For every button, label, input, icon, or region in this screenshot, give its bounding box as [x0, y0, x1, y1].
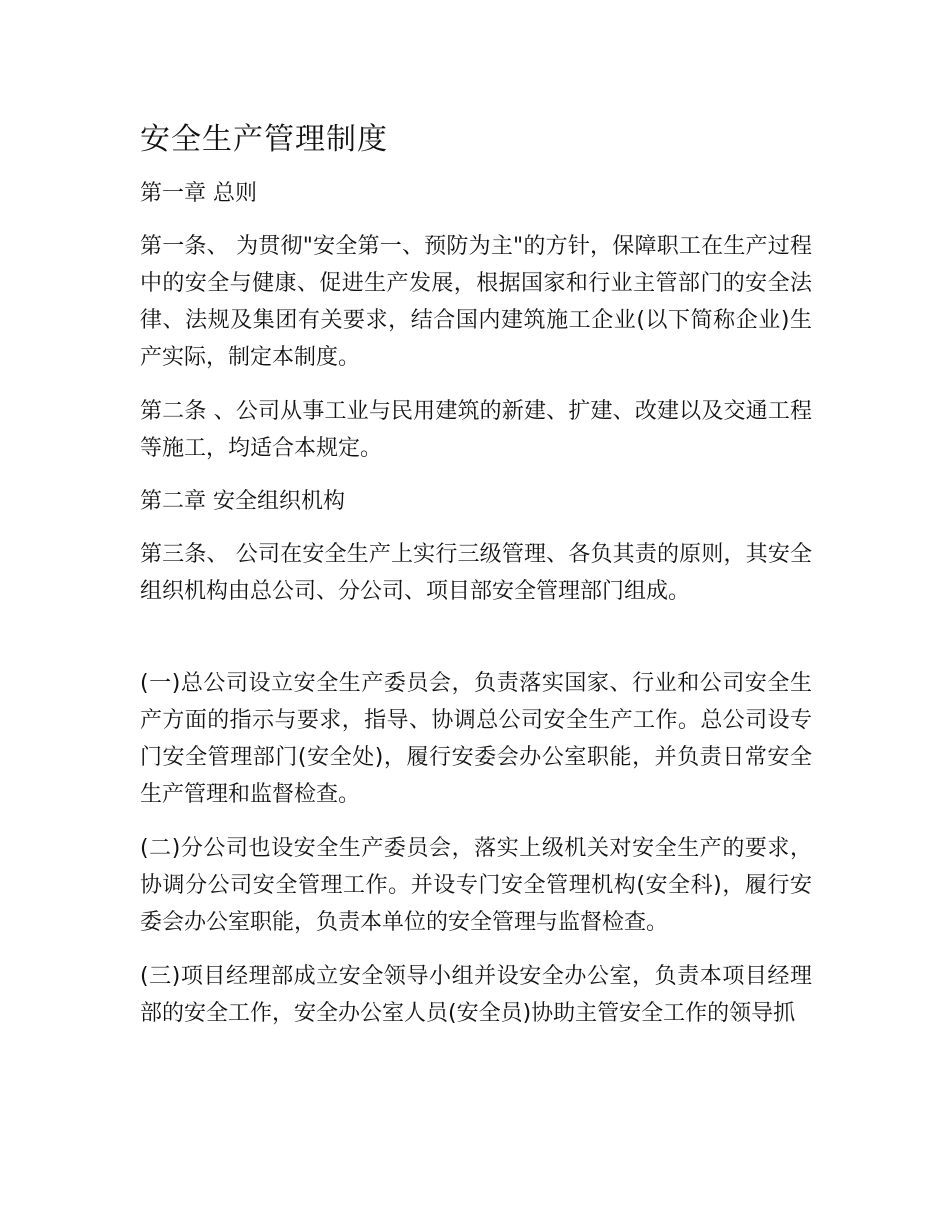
article-paragraph: 第一条、 为贯彻"安全第一、预防为主"的方针，保障职工在生产过程中的安全与健康、促进生产发展，根据国家和行业主管部门的安全法律、法规及集团有关要求，结合国内建筑施工企业(以下简称企业)生产实际，制定本制度。	[140, 234, 812, 370]
document-body	[140, 118, 812, 1049]
spacer	[140, 627, 812, 665]
document-title: 安全生产管理制度	[140, 122, 388, 157]
article-paragraph: 第三条、 公司在安全生产上实行三级管理、各负其责的原则，其安全组织机构由总公司、分公司、项目部安全管理部门组成。	[140, 542, 812, 604]
list-item-paragraph: (二)分公司也设安全生产委员会，落实上级机关对安全生产的要求，协调分公司安全管理工作。并设专门安全管理机构(安全科)，履行安委会办公室职能，负责本单位的安全管理与监督检查。	[140, 836, 812, 935]
list-item-paragraph: (一)总公司设立安全生产委员会，负责落实国家、行业和公司安全生产方面的指示与要求，指导、协调总公司安全生产工作。总公司设专门安全管理部门(安全处)，履行安委会办公室职能，并负责日常安全生产管理和监督检查。	[140, 671, 812, 807]
list-item-paragraph: (三)项目经理部成立安全领导小组并设安全办公室，负责本项目经理部的安全工作，安全办公室人员(安全员)协助主管安全工作的领导抓	[140, 964, 812, 1026]
article-paragraph: 第二条 、公司从事工业与民用建筑的新建、扩建、改建以及交通工程等施工，均适合本规定。	[140, 399, 812, 461]
chapter-heading: 第二章 安全组织机构	[140, 489, 345, 514]
chapter-heading: 第一章 总则	[140, 181, 257, 206]
